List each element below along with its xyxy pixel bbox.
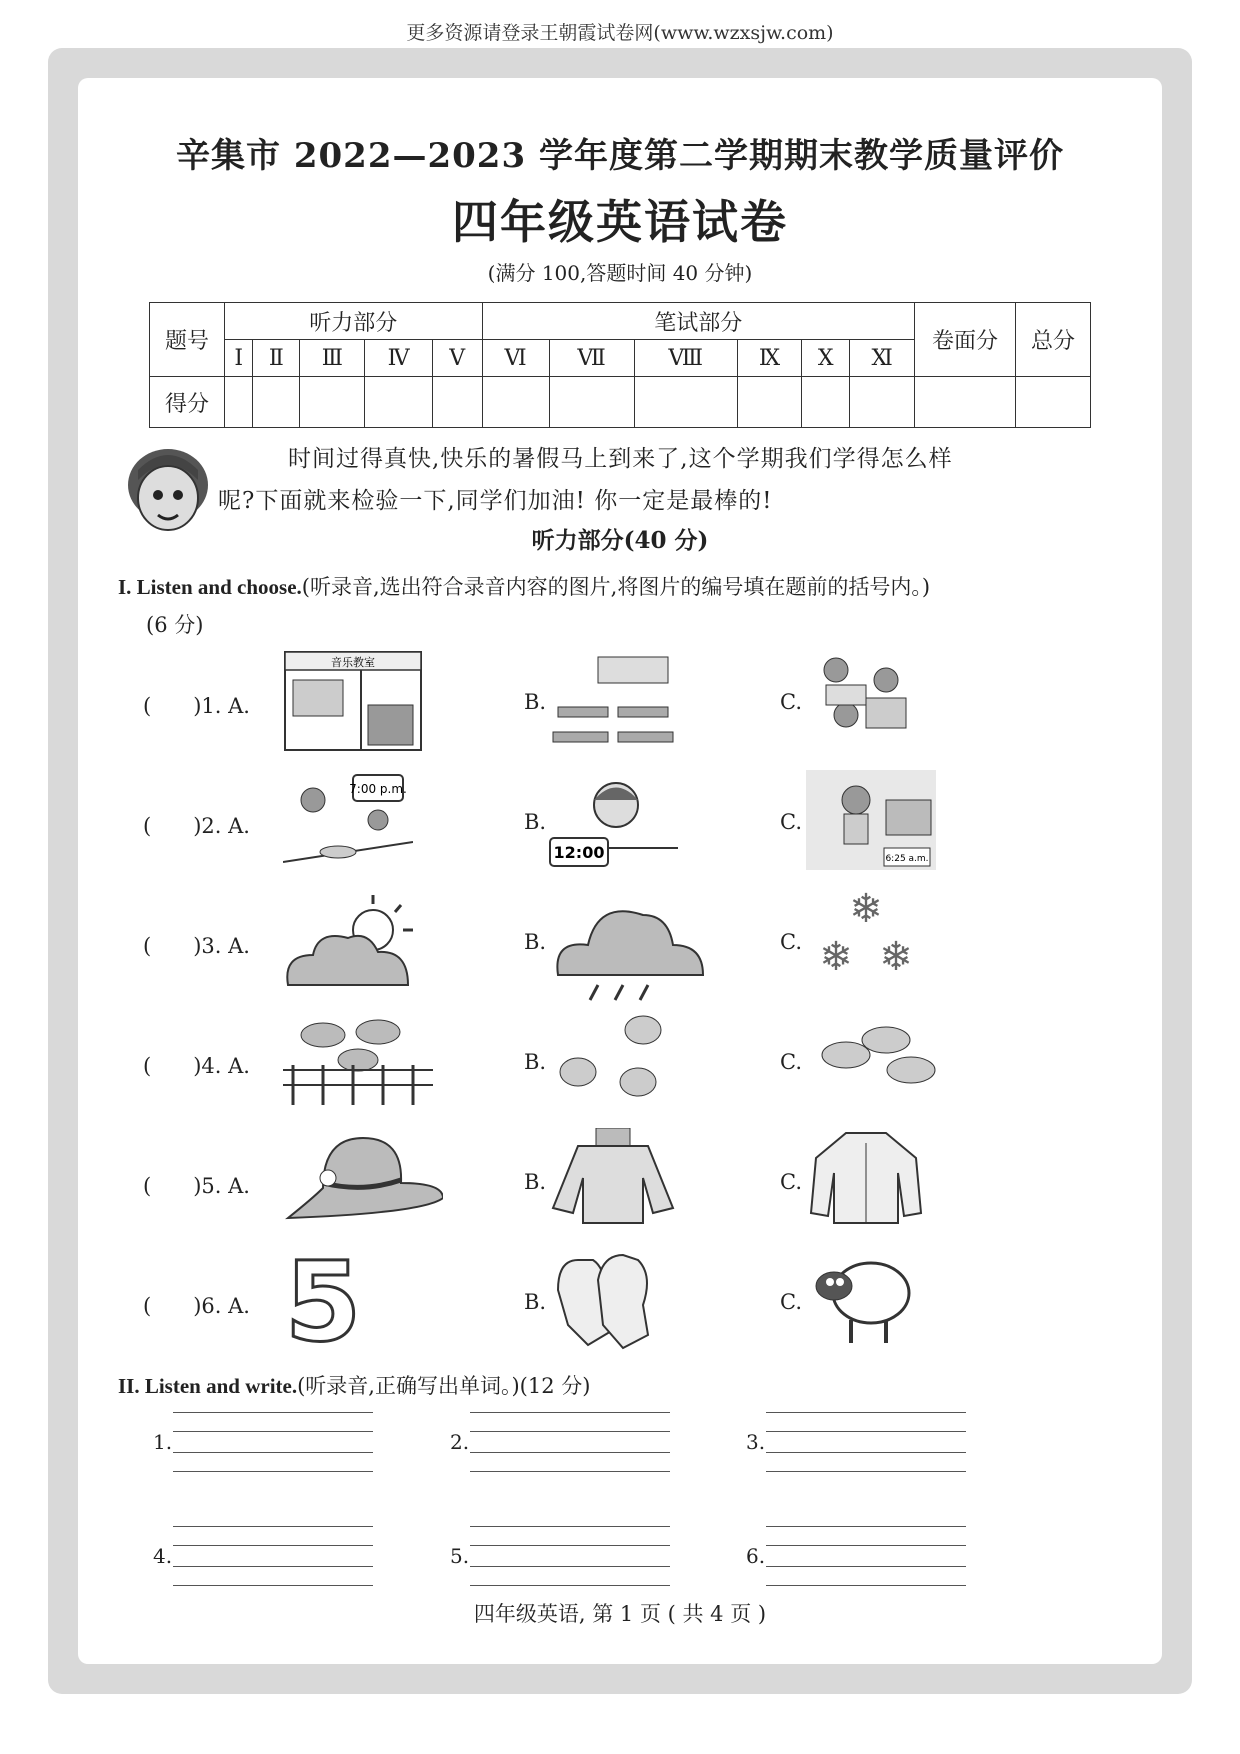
option-b-label: B.: [524, 810, 547, 834]
answer-bracket[interactable]: ( )6. A.: [143, 1294, 250, 1318]
col-3: Ⅲ: [300, 340, 365, 377]
hat-icon: [283, 1128, 443, 1228]
answer-bracket[interactable]: ( )5. A.: [143, 1174, 250, 1198]
writing-line[interactable]: [766, 1412, 966, 1413]
option-b-label: B.: [524, 690, 547, 714]
writing-line[interactable]: [470, 1545, 670, 1546]
q2-label: II. Listen and write.: [118, 1374, 298, 1398]
writing-line[interactable]: [766, 1471, 966, 1472]
writing-line[interactable]: [470, 1412, 670, 1413]
writing-line[interactable]: [470, 1431, 670, 1432]
col-9: Ⅸ: [737, 340, 801, 377]
music-room-sign: 音乐教室: [331, 656, 375, 669]
intro-text: [218, 438, 1123, 522]
option-c-label: C.: [780, 1170, 802, 1194]
q1-item-6: [0, 1248, 1240, 1358]
score-cell[interactable]: [634, 377, 737, 428]
option-c-label: C.: [780, 1290, 802, 1314]
score-cell[interactable]: [225, 377, 253, 428]
q1-item-4: [0, 1010, 1240, 1120]
top-note: 更多资源请登录王朝霞试卷网(www.wzxsjw.com): [406, 22, 834, 44]
svg-text:❄: ❄: [879, 934, 913, 980]
q1-item-2: [0, 770, 1240, 880]
shirt-icon: [806, 1128, 926, 1228]
col-6: Ⅵ: [482, 340, 549, 377]
col-5: Ⅴ: [432, 340, 482, 377]
col-2: Ⅱ: [253, 340, 300, 377]
listening-header: 听力部分: [225, 303, 483, 340]
option-b-label: B.: [524, 1170, 547, 1194]
cows-fence-icon: [283, 1010, 433, 1110]
option-b-label: B.: [524, 930, 547, 954]
clock-text-b: 12:00: [553, 843, 605, 862]
writing-line[interactable]: [766, 1566, 966, 1567]
option-c-label: C.: [780, 930, 802, 954]
row-header: 题号: [150, 303, 225, 377]
col-1: Ⅰ: [225, 340, 253, 377]
children-eating-icon: [806, 650, 916, 750]
clock-text-a: 7:00 p.m.: [349, 782, 407, 796]
q2-instruction: (听录音,正确写出单词。)(12 分): [297, 1374, 591, 1398]
q1-points: (6 分): [146, 613, 204, 637]
writing-header: 笔试部分: [482, 303, 914, 340]
boy-bedroom-icon: [806, 770, 936, 870]
writing-line[interactable]: [470, 1566, 670, 1567]
write-num-5: 5.: [450, 1544, 470, 1568]
writing-line[interactable]: [766, 1585, 966, 1586]
score-cell[interactable]: [1016, 377, 1091, 428]
q2-title: [118, 1370, 590, 1400]
q1-title: [118, 568, 1128, 644]
hens-icon: [548, 1010, 678, 1110]
answer-bracket[interactable]: ( )4. A.: [143, 1054, 250, 1078]
answer-bracket[interactable]: ( )3. A.: [143, 934, 250, 958]
writing-line[interactable]: [766, 1431, 966, 1432]
music-classroom-icon: [283, 650, 423, 752]
option-c-label: C.: [780, 1050, 802, 1074]
classroom-icon: [548, 652, 678, 752]
score-row-header: 得分: [150, 377, 225, 428]
writing-line[interactable]: [173, 1526, 373, 1527]
rain-cloud-icon: [548, 890, 708, 1012]
writing-line[interactable]: [173, 1471, 373, 1472]
writing-line[interactable]: [766, 1526, 966, 1527]
score-cell[interactable]: [850, 377, 915, 428]
intro-line1: 时间过得真快,快乐的暑假马上到来了,这个学期我们学得怎么样: [288, 446, 953, 472]
exam-subtitle: (满分 100,答题时间 40 分钟): [487, 261, 753, 285]
q1-item-5: [0, 1128, 1240, 1238]
score-table: [149, 302, 1091, 428]
write-num-2: 2.: [450, 1430, 470, 1454]
writing-line[interactable]: [470, 1585, 670, 1586]
svg-text:❄: ❄: [849, 890, 883, 932]
writing-line[interactable]: [470, 1471, 670, 1472]
score-cell[interactable]: [253, 377, 300, 428]
score-cell[interactable]: [482, 377, 549, 428]
horses-icon: [806, 1010, 946, 1110]
writing-line[interactable]: [470, 1452, 670, 1453]
score-cell[interactable]: [365, 377, 432, 428]
number-five-icon: [283, 1248, 363, 1348]
score-cell[interactable]: [802, 377, 850, 428]
writing-line[interactable]: [173, 1585, 373, 1586]
q1-label: I. Listen and choose.: [118, 575, 302, 599]
writing-line[interactable]: [173, 1566, 373, 1567]
score-cell[interactable]: [300, 377, 365, 428]
col-10: Ⅹ: [802, 340, 850, 377]
col-4: Ⅳ: [365, 340, 432, 377]
score-cell[interactable]: [549, 377, 634, 428]
writing-line[interactable]: [766, 1545, 966, 1546]
option-c-label: C.: [780, 690, 802, 714]
writing-line[interactable]: [173, 1452, 373, 1453]
col-7: Ⅶ: [549, 340, 634, 377]
sweater-icon: [548, 1128, 678, 1228]
listening-part-title: 听力部分(40 分): [531, 527, 709, 554]
clock-text-c: 6:25 a.m.: [885, 854, 929, 864]
gloves-icon: [548, 1250, 658, 1350]
score-cell[interactable]: [915, 377, 1016, 428]
answer-bracket[interactable]: ( )2. A.: [143, 814, 250, 838]
writing-line[interactable]: [173, 1431, 373, 1432]
neatness-header: 卷面分: [915, 303, 1016, 377]
q1-instruction: (听录音,选出符合录音内容的图片,将图片的编号填在题前的括号内。): [301, 575, 931, 599]
snowflake-icon: [806, 890, 926, 990]
write-num-1: 1.: [153, 1430, 173, 1454]
total-header: 总分: [1016, 303, 1091, 377]
option-b-label: B.: [524, 1290, 547, 1314]
col-11: Ⅺ: [850, 340, 915, 377]
intro-line2: 呢?下面就来检验一下,同学们加油! 你一定是最棒的!: [218, 488, 773, 514]
option-c-label: C.: [780, 810, 802, 834]
score-cell[interactable]: [432, 377, 482, 428]
answer-bracket[interactable]: ( )1. A.: [143, 694, 250, 718]
write-num-6: 6.: [746, 1544, 766, 1568]
family-dinner-icon: [283, 770, 413, 870]
exam-title-line1: 辛集市 2022—2023 学年度第二学期期末教学质量评价: [176, 136, 1064, 176]
writing-line[interactable]: [766, 1452, 966, 1453]
q1-item-1: [0, 650, 1240, 760]
write-num-3: 3.: [746, 1430, 766, 1454]
sheep-icon: [806, 1248, 916, 1348]
svg-text:❄: ❄: [819, 934, 853, 980]
writing-line[interactable]: [173, 1545, 373, 1546]
page-footer: 四年级英语, 第 1 页 ( 共 4 页 ): [473, 1602, 767, 1626]
writing-line[interactable]: [470, 1526, 670, 1527]
option-b-label: B.: [524, 1050, 547, 1074]
score-cell[interactable]: [737, 377, 801, 428]
exam-title-line2: 四年级英语试卷: [452, 195, 788, 249]
sun-cloud-icon: [283, 890, 423, 990]
svg-text:5: 5: [284, 1248, 362, 1348]
write-num-4: 4.: [153, 1544, 173, 1568]
boy-lunch-icon: [548, 770, 678, 870]
q1-item-3: [0, 890, 1240, 1000]
col-8: Ⅷ: [634, 340, 737, 377]
writing-line[interactable]: [173, 1412, 373, 1413]
